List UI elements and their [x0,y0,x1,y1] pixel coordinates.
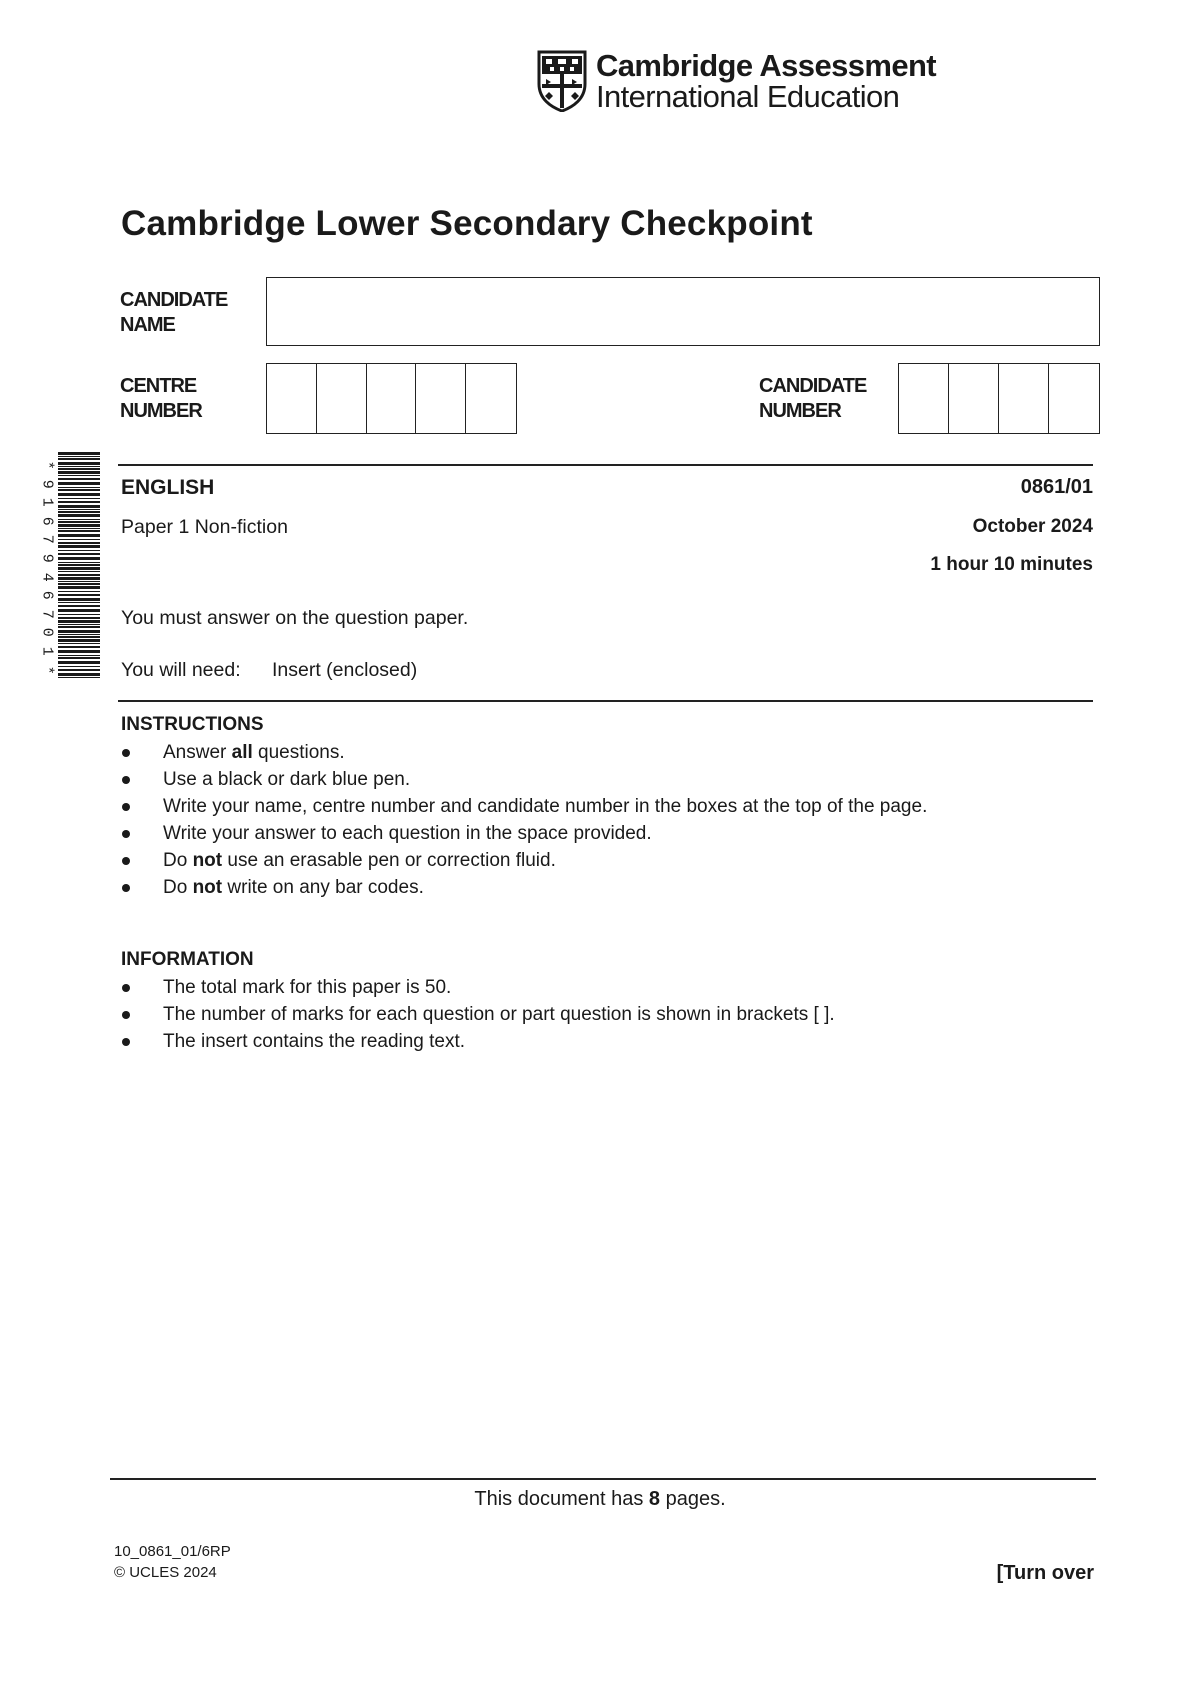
exam-date: October 2024 [972,516,1093,537]
barcode-bar [58,514,100,517]
candidate-number-label [759,374,866,424]
barcode-digit: 9 [38,553,56,563]
barcode-bar [58,471,100,474]
centre-number-field[interactable] [266,363,517,434]
barcode-bar [58,577,100,580]
barcode-bar [58,571,100,572]
candidate-name-label-line-2: NAME [120,314,175,336]
barcode-bar [58,493,100,496]
copyright: © UCLES 2024 [114,1564,217,1581]
barcode-bar [58,574,100,576]
information-list [121,974,1081,1055]
barcode-bar [58,505,100,508]
digit-box[interactable] [999,364,1049,433]
barcode-digit: 7 [38,535,56,545]
barcode-digit: 9 [38,479,56,489]
barcode-digits [38,456,54,679]
barcode-bar [58,617,100,619]
barcode-bar [58,482,100,485]
need-value: Insert (enclosed) [272,659,418,681]
barcode-bar [58,509,100,510]
page-title: Cambridge Lower Secondary Checkpoint [121,204,813,243]
digit-box[interactable] [367,364,417,433]
barcode-digit: 1 [38,646,56,656]
barcode-bar [58,655,100,656]
barcode-bar [58,524,100,527]
digit-box[interactable] [899,364,949,433]
item-emphasis: not [192,850,223,871]
barcode-bar [58,581,100,582]
barcode-bar [58,567,100,570]
barcode-bar [58,586,100,589]
item-emphasis: not [192,877,223,898]
barcode-bar [58,462,100,465]
centre-number-label-line-1: CENTRE [120,375,197,397]
need-label: You will need: [121,659,241,681]
barcode-bar [58,562,100,563]
barcode-bar [58,630,100,633]
page-count: 8 [648,1488,661,1510]
candidate-name-label-line-1: CANDIDATE [120,289,228,311]
item-emphasis: all [231,742,253,763]
digit-box[interactable] [949,364,999,433]
barcode-bar [58,609,100,612]
barcode-bar [58,456,100,457]
barcode-bar [58,521,100,523]
barcode-icon [58,452,100,678]
candidate-number-label-line-2: NUMBER [759,400,841,422]
bullet-icon [122,1038,130,1046]
page-count-text: This document has [474,1488,649,1510]
item-text: The insert contains the reading text. [163,1031,466,1052]
barcode-bar [58,478,100,480]
item-text: Do [163,850,193,871]
digit-box[interactable] [416,364,466,433]
paper-code: 0861/01 [1020,476,1093,498]
list-item [121,874,1081,901]
barcode-bar [58,639,100,642]
barcode-bar [58,657,100,659]
paper-name: Paper 1 Non-fiction [121,516,288,538]
item-text: Write your answer to each question in the space provided. [163,823,652,844]
barcode-bar [58,550,100,551]
item-text: Answer [163,742,232,763]
barcode-bar [58,564,100,566]
list-item [121,739,1081,766]
barcode-bar [58,487,100,488]
candidate-number-label-line-1: CANDIDATE [759,375,867,397]
barcode-bar [58,666,100,667]
footer-divider [110,1478,1096,1480]
barcode-bar [58,466,100,467]
turn-over: [Turn over [996,1562,1094,1584]
digit-box[interactable] [1049,364,1099,433]
centre-number-label [120,374,202,424]
list-item [121,766,1081,793]
instructions-heading: INSTRUCTIONS [121,714,264,735]
list-item [121,1001,1081,1028]
shield-crest-icon [536,50,588,112]
item-text: Use a black or dark blue pen. [163,769,411,790]
barcode-bar [58,620,100,623]
barcode-bar [58,624,100,625]
barcode-digit: * [38,460,56,470]
bullet-icon [122,803,130,811]
barcode-bar [58,534,100,537]
barcode-bar [58,530,100,532]
item-text: write on any bar codes. [222,877,424,898]
barcode-digit: * [38,665,56,675]
barcode-bar [58,468,100,470]
barcode-bar [58,553,100,555]
barcode-bar [58,650,100,653]
barcode-digit: 0 [38,628,56,638]
barcode-bar [58,614,100,615]
barcode-bar [58,602,100,603]
barcode-bar [58,501,100,503]
page-count-text: pages. [660,1488,726,1510]
barcode-bar [58,673,100,676]
barcode-bar [58,528,100,529]
digit-box[interactable] [267,364,317,433]
barcode-bar [58,452,100,455]
list-item [121,820,1081,847]
barcode-bar [58,669,100,671]
logo [536,50,936,112]
barcode-bar [58,594,100,596]
barcode-bar [58,489,100,491]
barcode-bar [58,605,100,607]
barcode-bar [58,545,100,548]
list-item [121,1028,1081,1055]
candidate-name-label [120,288,227,338]
barcode-digit: 6 [38,516,56,526]
barcode-digit: 7 [38,609,56,619]
barcode-bar [58,591,100,592]
barcode-bar [58,636,100,638]
centre-number-label-line-2: NUMBER [120,400,202,422]
barcode-digit: 1 [38,497,56,507]
barcode-bar [58,498,100,499]
logo-line-2: International Education [596,79,900,114]
item-text: use an erasable pen or correction fluid. [222,850,556,871]
instructions-list [121,739,1081,901]
bullet-icon [122,984,130,992]
item-text: The number of marks for each question or part question is shown in brackets [ ]. [163,1004,835,1025]
barcode-bar [58,677,100,678]
bullet-icon [122,830,130,838]
bullet-icon [122,857,130,865]
barcode-bar [58,634,100,635]
barcode-bar [58,646,100,648]
bullet-icon [122,749,130,757]
barcode-digit: 4 [38,572,56,582]
page-count-note [0,1488,1200,1511]
barcode-bar [58,583,100,585]
list-item [121,847,1081,874]
list-item [121,793,1081,820]
digit-box[interactable] [317,364,367,433]
barcode-bar [58,539,100,540]
item-text: questions. [252,742,345,763]
barcode-bar [58,626,100,628]
item-text: Do [163,877,193,898]
information-heading: INFORMATION [121,949,254,970]
bullet-icon [122,1011,130,1019]
divider [118,700,1093,702]
bullet-icon [122,884,130,892]
answer-note: You must answer on the question paper. [121,607,469,629]
barcode-bar [58,511,100,513]
logo-line-1: Cambridge Assessment [596,48,937,83]
barcode-bar [58,557,100,560]
barcode-bar [58,475,100,476]
barcode-bar [58,661,100,664]
barcode-bar [58,598,100,601]
list-item [121,974,1081,1001]
candidate-number-field[interactable] [898,363,1100,434]
barcode-bar [58,643,100,644]
barcode-bar [58,519,100,520]
digit-box[interactable] [466,364,516,433]
document-reference: 10_0861_01/6RP [114,1543,231,1560]
candidate-name-field[interactable] [266,277,1100,346]
item-text: Write your name, centre number and candidate number in the boxes at the top of the page. [163,796,928,817]
exam-duration: 1 hour 10 minutes [930,554,1093,575]
barcode-bar [58,458,100,460]
bullet-icon [122,776,130,784]
divider [118,464,1093,466]
subject: ENGLISH [121,476,215,499]
barcode-digit: 6 [38,590,56,600]
item-text: The total mark for this paper is 50. [163,977,452,998]
barcode-bar [58,542,100,544]
